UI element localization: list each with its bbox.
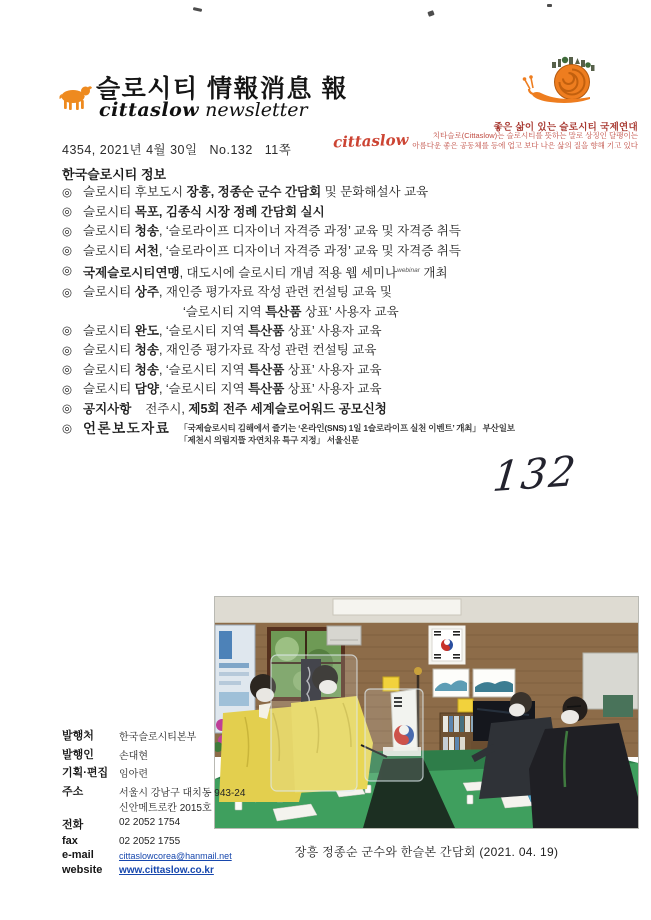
info-item bbox=[62, 264, 618, 281]
list-bullet-icon: ◎ bbox=[62, 364, 73, 377]
list-bullet-icon: ◎ bbox=[62, 403, 73, 416]
info-item bbox=[62, 206, 618, 220]
list-bullet-icon: ◎ bbox=[62, 344, 73, 357]
publisher-row-label: 발행인 bbox=[62, 748, 94, 761]
scan-speck bbox=[547, 4, 552, 7]
list-bullet-icon: ◎ bbox=[62, 206, 73, 218]
slogan-title: 좋은 삶이 있는 슬로시티 국제연대 bbox=[493, 122, 638, 133]
info-item-text: 언론보도자료 bbox=[83, 421, 171, 437]
info-item bbox=[62, 403, 618, 417]
photo-caption: 장흥 정종순 군수와 한슬본 간담회 (2021. 04. 19) bbox=[294, 845, 559, 859]
info-item bbox=[62, 286, 618, 300]
publisher-row bbox=[62, 816, 262, 832]
publisher-row-value: 임아련 bbox=[119, 769, 148, 780]
info-item-text: ‘슬로시티 지역 특산품 상표’ 사용자 교육 bbox=[183, 304, 399, 319]
cittaslow-script-word: cittaslow bbox=[332, 130, 409, 151]
list-bullet-icon: ◎ bbox=[62, 264, 73, 277]
publisher-link[interactable]: cittaslowcorea@hanmail.net bbox=[119, 851, 232, 861]
publisher-row-value: 한국슬로시티본부 bbox=[119, 732, 197, 743]
list-bullet-icon: ◎ bbox=[62, 225, 73, 238]
publisher-row-label: 주소 bbox=[62, 785, 84, 798]
publisher-row-label: 발행처 bbox=[62, 730, 94, 742]
slogan-row bbox=[300, 131, 638, 150]
info-list bbox=[62, 186, 618, 452]
list-bullet-icon: ◎ bbox=[62, 245, 73, 257]
info-item bbox=[62, 422, 618, 446]
issue-line: 4354, 2021년 4월 30일 No.132 11쪽 bbox=[62, 143, 292, 157]
publisher-row-value: 02 2052 1754 bbox=[119, 817, 181, 828]
info-item bbox=[62, 383, 618, 397]
publisher-row bbox=[62, 864, 262, 876]
slogan-lines bbox=[412, 131, 638, 150]
info-item-text: 국제슬로시티연맹, 대도시에 슬로시티 개념 적용 웹 세미나$^{webinar}$ 개최 bbox=[83, 266, 448, 281]
slogan-line-1: 치타슬로(Cittaslow)는 슬로시티를 뜻하는 말로 상징인 달팽이는 bbox=[432, 131, 638, 140]
publisher-row-label: website bbox=[62, 863, 103, 876]
publisher-row bbox=[62, 783, 262, 814]
info-item bbox=[62, 225, 618, 239]
newsletter-subtitle bbox=[99, 99, 308, 121]
info-item-text: 슬로시티 청송, ‘슬로라이프 디자이너 자격증 과정’ 교육 및 자격증 취득 bbox=[83, 224, 461, 238]
info-item-text: 슬로시티 완도, ‘슬로시티 지역 특산품 상표’ 사용자 교육 bbox=[83, 323, 382, 338]
list-bullet-icon: ◎ bbox=[62, 383, 73, 396]
list-bullet-icon: ◎ bbox=[62, 286, 73, 299]
scan-speck bbox=[427, 10, 434, 17]
list-bullet-icon: ◎ bbox=[62, 422, 73, 435]
cittaslow-cow-logo-icon bbox=[57, 83, 93, 118]
snail-logo-icon bbox=[516, 52, 610, 113]
info-item-text: 슬로시티 청송, 재인증 평가자료 작성 관련 컨설팅 교육 bbox=[83, 343, 377, 358]
info-item bbox=[62, 325, 618, 339]
section-heading: 한국슬로시티 정보 bbox=[62, 167, 167, 182]
handwritten-page-number: 132 bbox=[490, 446, 580, 502]
publisher-row bbox=[62, 746, 262, 762]
list-bullet-icon: ◎ bbox=[62, 186, 73, 199]
info-item bbox=[62, 306, 618, 320]
list-bullet-icon: ◎ bbox=[62, 325, 73, 338]
info-item-text: 슬로시티 서천, ‘슬로라이프 디자이너 자격증 과정’ 교육 및 자격증 취득 bbox=[83, 243, 461, 258]
publisher-row bbox=[62, 849, 262, 861]
newsletter-title: 슬로시티 情報消息 報 bbox=[96, 75, 348, 103]
publisher-row-label: fax bbox=[62, 834, 78, 847]
meeting-photo bbox=[215, 597, 638, 828]
info-item bbox=[62, 344, 618, 358]
info-item-text: 공지사항 전주시, 제5회 전주 세계슬로어워드 공모신청 bbox=[83, 401, 387, 416]
info-item-text: 슬로시티 청송, ‘슬로시티 지역 특산품 상표’ 사용자 교육 bbox=[83, 362, 382, 377]
publisher-info bbox=[62, 727, 262, 878]
info-item bbox=[62, 364, 618, 378]
newsletter-subtitle-word: newsletter bbox=[199, 99, 308, 121]
publisher-row-value: 손대현 bbox=[119, 750, 148, 762]
scan-speck bbox=[193, 7, 202, 12]
publisher-row-value: 서울시 강남구 대치동 943-24 신안메트로칸 2015호 bbox=[119, 787, 246, 814]
publisher-row bbox=[62, 835, 262, 847]
info-item bbox=[62, 186, 618, 200]
info-item-text: 슬로시티 상주, 재인증 평가자료 작성 관련 컨설팅 교육 및 bbox=[83, 285, 392, 300]
publisher-row bbox=[62, 727, 262, 743]
slogan-line-2: 아름다운 좋은 공동체를 등에 업고 보다 나은 삶의 질을 향해 기고 있다 bbox=[412, 140, 638, 150]
info-item-text: 슬로시티 후보도시 장흥, 정종순 군수 간담회 및 문화해설사 교육 bbox=[83, 185, 429, 199]
publisher-row-label: e-mail bbox=[62, 849, 94, 861]
info-item-text: 슬로시티 담양, ‘슬로시티 지역 특산품 상표’ 사용자 교육 bbox=[83, 382, 382, 397]
photo-figure bbox=[215, 597, 638, 860]
publisher-link[interactable]: www.cittaslow.co.kr bbox=[119, 864, 214, 876]
publisher-row-label: 기획·편집 bbox=[62, 767, 109, 779]
publisher-row-label: 전화 bbox=[62, 819, 84, 831]
publisher-row-value: 02 2052 1755 bbox=[119, 835, 181, 847]
publisher-row bbox=[62, 764, 262, 780]
info-item-text: 슬로시티 목포, 김종식 시장 정례 간담회 실시 bbox=[83, 204, 325, 219]
info-item bbox=[62, 245, 618, 259]
press-clipping-lines: 「국제슬로시티 김해에서 즐기는 ‘온라인(SNS) 1일 1슬로라이프 실천 이벤트’ 개최」 부산일보 「제천시 의림지뜰 자연치유 특구 지정」 서울신문 bbox=[179, 423, 515, 445]
newsletter-subtitle-script: cittaslow bbox=[99, 99, 200, 121]
